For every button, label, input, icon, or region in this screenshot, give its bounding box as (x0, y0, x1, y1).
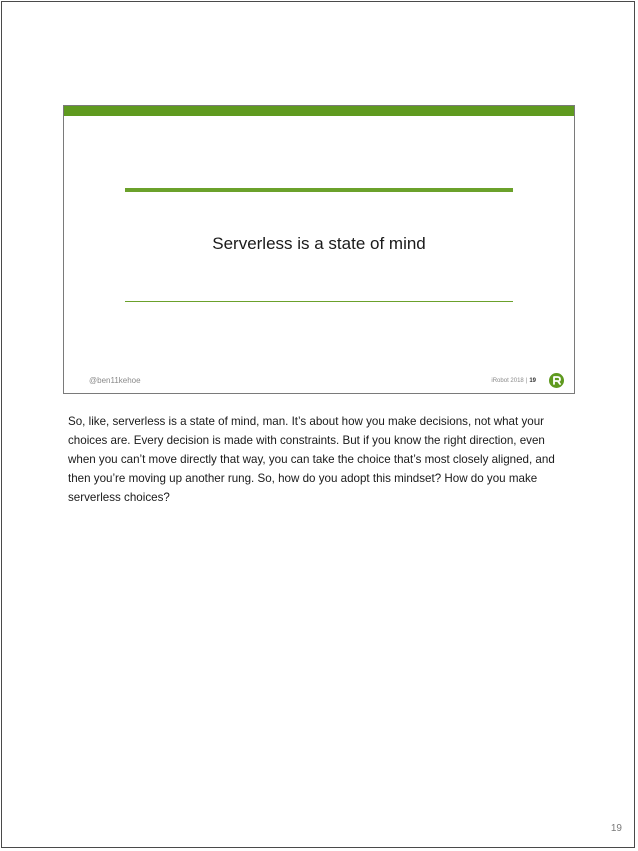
page-number: 19 (610, 823, 622, 834)
slide-footer-separator: | (525, 378, 528, 384)
slide-thumbnail (63, 105, 575, 394)
slide-title-rule-bottom (125, 301, 513, 302)
slide-title-rule-top (125, 188, 513, 192)
slide-author-handle: @ben11kehoe (89, 376, 141, 385)
speaker-notes: So, like, serverless is a state of mind, man. It’s about how you make decisions, not what your choices are. Every decision is made with constraints. But if you know the right direction, even when you can’t move directly that way, you can take the choice that’s most closely aligned, and then you’re moving up another rung. So, how do you adopt this mindset? How do you make serverless choices? (68, 415, 555, 504)
slide-footer-event: iRobot 2018 (491, 378, 524, 384)
slide-number: 19 (529, 378, 536, 384)
slide-footer (491, 377, 536, 385)
slide-title: Serverless is a state of mind (212, 234, 426, 253)
irobot-logo-icon (549, 373, 564, 388)
slide-top-bar (64, 106, 574, 116)
